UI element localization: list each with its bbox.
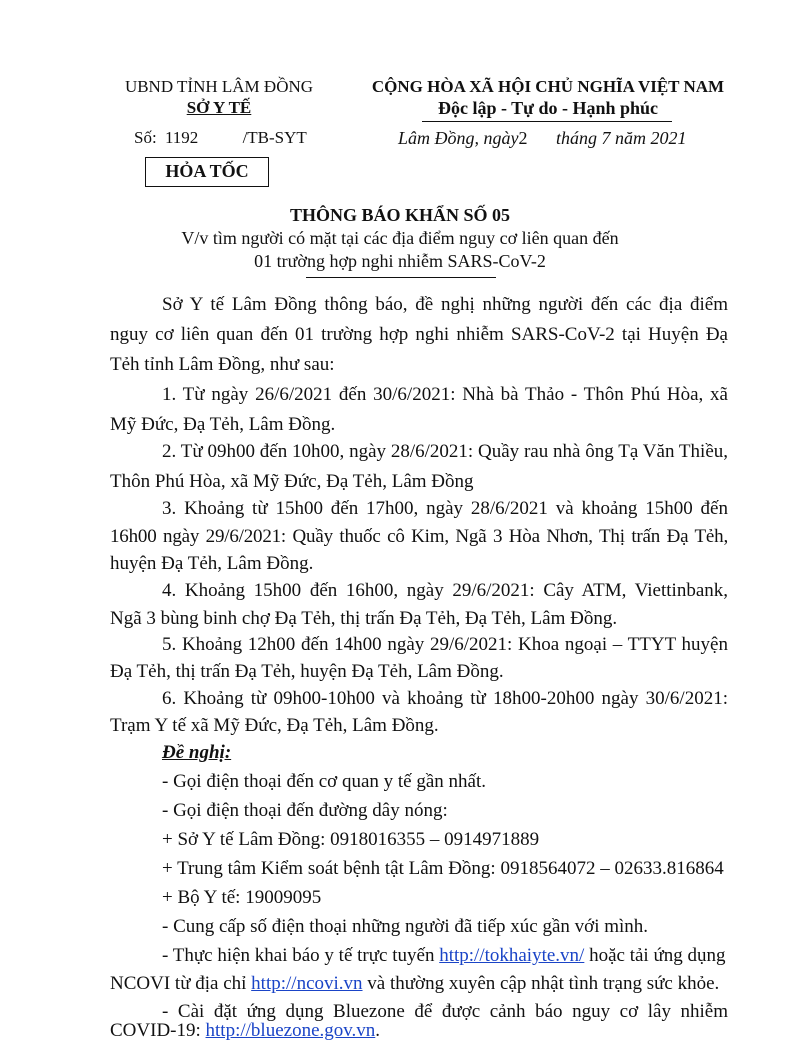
department-name — [110, 98, 328, 118]
notice-subject-line-1: V/v tìm người có mặt tại các địa điểm nguy cơ liên quan đến — [181, 228, 619, 248]
ncovi-link[interactable]: http://ncovi.vn — [251, 973, 363, 994]
location-4-line-1: 4. Khoảng 15h00 đến 16h00, ngày 29/6/2021: Cây ATM, Viettinbank, — [162, 580, 728, 601]
notice-subject-line-2: 01 trường hợp nghi nhiễm SARS-CoV-2 — [254, 251, 546, 271]
recommend-bluezone-line-1: - Cài đặt ứng dụng Bluezone để được cảnh báo nguy cơ lây nhiễm — [162, 1001, 728, 1022]
recommend-heading: Đề nghị: — [162, 742, 232, 763]
national-motto: Độc lập - Tự do - Hạnh phúc — [437, 98, 659, 118]
notice-title: THÔNG BÁO KHẨN SỐ 05 — [289, 205, 511, 225]
motto-underline — [422, 121, 672, 122]
location-3-line-2: 16h00 ngày 29/6/2021: Quầy thuốc cô Kim, Ngã 3 Hòa Nhơn, Thị trấn Đạ Tẻh, — [110, 526, 728, 547]
hotline-cdc: + Trung tâm Kiểm soát bệnh tật Lâm Đồng: 0918564072 – 02633.816864 — [162, 858, 724, 879]
location-6-line-2: Trạm Y tế xã Mỹ Đức, Đạ Tẻh, Lâm Đồng. — [110, 715, 439, 736]
declare-text: - Thực hiện khai báo y tế trực tuyến — [162, 945, 440, 966]
location-4-line-2: Ngã 3 bùng binh chợ Đạ Tẻh, thị trấn Đạ Tẻh, Đạ Tẻh, Lâm Đồng. — [110, 608, 618, 629]
recommend-bluezone-line-2 — [110, 1022, 380, 1040]
number-code: /TB-SYT — [242, 128, 307, 147]
country-name: CỘNG HÒA XÃ HỘI CHỦ NGHĨA VIỆT NAM — [371, 77, 725, 96]
bluezone-suffix: . — [375, 1020, 381, 1041]
date-day: 2 — [518, 128, 528, 148]
location-3-line-3: huyện Đạ Tẻh, Lâm Đồng. — [110, 553, 314, 574]
document-number — [134, 128, 307, 148]
location-1-line-2: Mỹ Đức, Đạ Tẻh, Lâm Đồng. — [110, 414, 336, 435]
intro-line-1: Sở Y tế Lâm Đồng thông báo, đề nghị những người đến các địa điểm — [162, 294, 728, 315]
location-3-line-1: 3. Khoảng từ 15h00 đến 17h00, ngày 28/6/2021 và khoảng 15h00 đến — [162, 498, 728, 519]
recommend-provide-contacts: - Cung cấp số điện thoại những người đã tiếp xúc gần với mình. — [162, 916, 649, 937]
recommend-call-nearest: - Gọi điện thoại đến cơ quan y tế gần nhất. — [162, 771, 486, 792]
bluezone-link[interactable]: http://bluezone.gov.vn — [205, 1020, 376, 1041]
number-label: Số: — [134, 128, 157, 147]
tokhaiyte-link[interactable]: http://tokhaiyte.vn/ — [439, 945, 585, 966]
recommend-ncovi-line — [110, 969, 719, 999]
recommend-call-hotline: - Gọi điện thoại đến đường dây nóng: — [162, 800, 448, 821]
location-2-line-2: Thôn Phú Hòa, xã Mỹ Đức, Đạ Tẻh, Lâm Đồng — [110, 471, 474, 492]
recommend-declare-line — [162, 941, 726, 971]
urgency-label: HỎA TỐC — [165, 161, 249, 181]
location-5-line-1: 5. Khoảng 12h00 đến 14h00 ngày 29/6/2021: Khoa ngoại – TTYT huyện — [162, 634, 728, 655]
intro-line-3: Tẻh tỉnh Lâm Đồng, như sau: — [110, 354, 335, 375]
location-5-line-2: Đạ Tẻh, thị trấn Đạ Tẻh, huyện Đạ Tẻh, Lâm Đồng. — [110, 661, 504, 682]
declare-suffix: hoặc tải ứng dụng — [584, 945, 726, 966]
location-6-line-1: 6. Khoảng từ 09h00-10h00 và khoảng từ 18h00-20h00 ngày 30/6/2021: — [162, 688, 728, 709]
bluezone-text: COVID-19: — [110, 1020, 206, 1041]
ncovi-suffix: và thường xuyên cập nhật tình trạng sức khỏe. — [362, 973, 720, 994]
date-place: Lâm Đồng, ngày — [398, 128, 519, 148]
authority-name: UBND TỈNH LÂM ĐỒNG — [124, 77, 314, 96]
title-underline — [306, 277, 496, 278]
intro-line-2: nguy cơ liên quan đến 01 trường hợp nghi nhiễm SARS-CoV-2 tại Huyện Đạ — [110, 324, 728, 345]
department-label: SỞ Y TẾ — [186, 98, 252, 117]
document-date — [398, 128, 687, 149]
date-month-year: tháng 7 năm 2021 — [556, 128, 687, 148]
location-2-line-1: 2. Từ 09h00 đến 10h00, ngày 28/6/2021: Quầy rau nhà ông Tạ Văn Thiều, — [162, 441, 728, 462]
hotline-ministry-health: + Bộ Y tế: 19009095 — [162, 887, 322, 908]
ncovi-text: NCOVI từ địa chỉ — [110, 973, 252, 994]
number-value: 1192 — [164, 128, 199, 147]
hotline-department-health: + Sở Y tế Lâm Đồng: 0918016355 – 0914971889 — [162, 829, 540, 850]
location-1-line-1: 1. Từ ngày 26/6/2021 đến 30/6/2021: Nhà bà Thảo - Thôn Phú Hòa, xã — [162, 384, 728, 405]
